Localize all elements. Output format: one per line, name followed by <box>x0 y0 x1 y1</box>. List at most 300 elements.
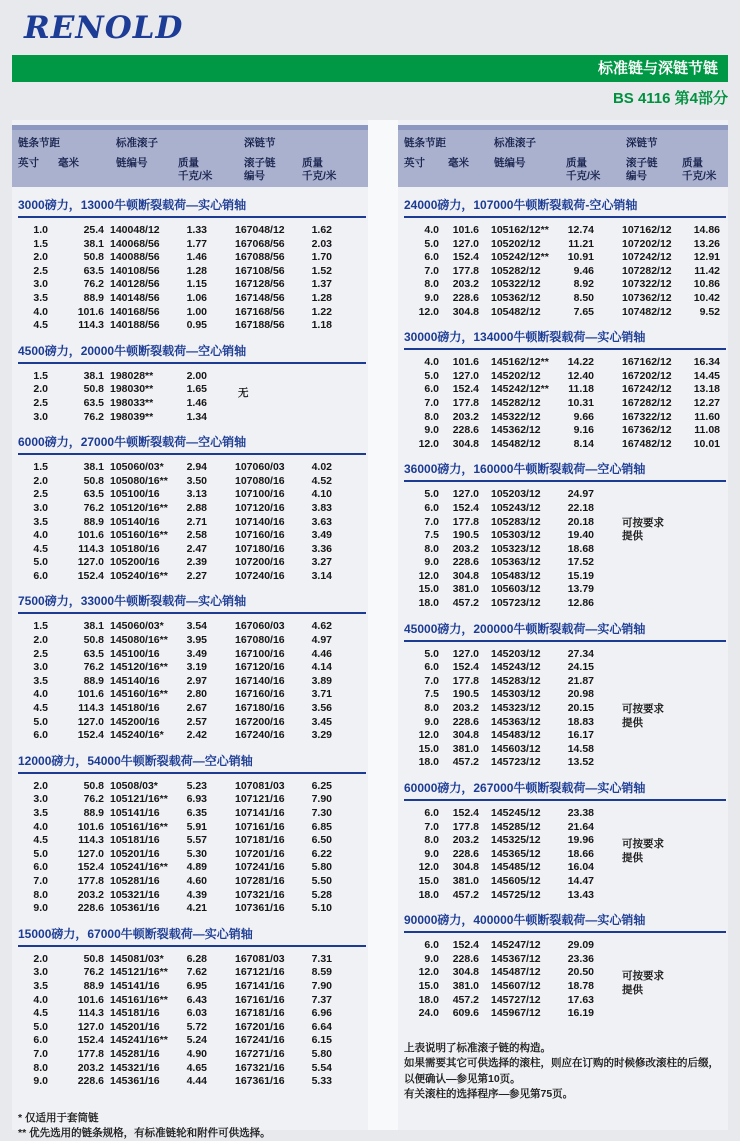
pitch-inch: 2.0 <box>33 952 48 965</box>
pitch-inch: 5.0 <box>424 647 439 660</box>
standard-mass: 5.91 <box>186 820 207 833</box>
deep-chain-no: 167362/12 <box>622 424 672 437</box>
table-section <box>12 925 368 1089</box>
table-row <box>12 793 368 807</box>
deep-mass: 3.71 <box>311 688 332 701</box>
table-row <box>12 238 368 252</box>
standard-chain-no: 105303/12 <box>491 529 541 542</box>
standard-chain-no: 105483/12 <box>491 569 541 582</box>
header-deep-group: 深链节 <box>244 137 276 149</box>
pitch-inch: 6.0 <box>33 1034 48 1047</box>
footer-note <box>398 1041 728 1103</box>
pitch-mm: 38.1 <box>83 237 104 250</box>
deep-chain-no: 167322/12 <box>622 410 672 423</box>
standard-chain-no: 145201/16 <box>110 1020 160 1033</box>
deep-mass: 4.62 <box>311 620 332 633</box>
standard-chain-no: 145161/16** <box>110 993 168 1006</box>
table-row <box>12 319 368 333</box>
section-title: 6000磅力，27000牛顿断裂载荷—空心销轴 <box>18 433 366 455</box>
standard-mass: 3.95 <box>186 634 207 647</box>
table-row <box>398 1007 728 1021</box>
deep-chain-no: 107200/16 <box>235 556 285 569</box>
table-row <box>398 516 728 530</box>
header-col-deep-no: 滚子链 编号 <box>626 157 658 182</box>
header-col-inch: 英寸 <box>404 157 425 169</box>
table-row <box>398 238 728 252</box>
standard-mass: 6.28 <box>186 952 207 965</box>
header-col-mass2: 质量 千克/米 <box>302 157 337 182</box>
standard-chain-no: 145485/12 <box>491 861 541 874</box>
pitch-mm: 457.2 <box>452 756 479 769</box>
table-row <box>12 370 368 384</box>
standard-chain-no: 105281/16 <box>110 874 160 887</box>
pitch-mm: 88.9 <box>83 979 104 992</box>
standard-chain-no: 145365/12 <box>491 847 541 860</box>
deep-chain-no: 107081/03 <box>235 779 285 792</box>
deep-chain-no: 107162/12 <box>622 224 672 236</box>
pitch-inch: 8.0 <box>424 410 439 423</box>
deep-mass: 10.42 <box>693 291 720 304</box>
standard-chain-no: 145723/12 <box>491 756 541 769</box>
section-rows <box>398 352 728 451</box>
standard-mass: 3.19 <box>186 661 207 674</box>
standard-mass: 3.54 <box>186 620 207 633</box>
pitch-mm: 177.8 <box>452 820 479 833</box>
deep-mass: 5.10 <box>311 902 332 915</box>
footnotes <box>12 1111 368 1141</box>
standard-chain-no: 145303/12 <box>491 688 541 701</box>
deep-mass: 3.63 <box>311 515 332 528</box>
deep-chain-no: 167121/16 <box>235 966 285 979</box>
table-row <box>12 953 368 967</box>
pitch-mm: 114.3 <box>78 319 104 332</box>
standard-mass: 4.60 <box>186 874 207 887</box>
standard-mass: 17.52 <box>567 556 594 569</box>
deep-mass: 11.60 <box>694 410 720 423</box>
standard-chain-no: 105322/12 <box>491 278 541 291</box>
standard-chain-no: 140168/56 <box>110 305 160 318</box>
standard-chain-no: 145140/16 <box>110 674 160 687</box>
deep-mass: 4.97 <box>311 634 332 647</box>
standard-mass: 1.06 <box>186 291 207 304</box>
table-row <box>12 966 368 980</box>
deep-mass: 6.22 <box>311 847 332 860</box>
footer-text-line: 有关滚柱的选择程序—参见第75页。 <box>404 1088 574 1101</box>
standard-chain-no: 105321/16 <box>110 888 160 901</box>
deep-mass: 6.96 <box>311 1007 332 1020</box>
pitch-mm: 63.5 <box>83 647 104 660</box>
pitch-inch: 3.0 <box>33 966 48 979</box>
table-row <box>398 265 728 279</box>
deep-chain-no: 107241/16 <box>235 861 285 874</box>
deep-mass: 2.03 <box>311 237 332 250</box>
deep-chain-no: 167282/12 <box>622 396 672 409</box>
standard-mass: 24.15 <box>567 661 594 674</box>
pitch-mm: 63.5 <box>83 264 104 277</box>
table-row <box>12 543 368 557</box>
availability-note: 可按要求 提供 <box>622 970 664 997</box>
deep-mass: 8.59 <box>311 966 332 979</box>
table-row <box>398 980 728 994</box>
pitch-mm: 76.2 <box>83 501 104 514</box>
section-rows <box>12 776 368 916</box>
table-row <box>398 953 728 967</box>
standard-mass: 8.92 <box>573 278 594 291</box>
pitch-inch: 4.0 <box>33 820 48 833</box>
pitch-mm: 228.6 <box>452 556 479 569</box>
pitch-mm: 50.8 <box>83 634 104 647</box>
section-title: 60000磅力，267000牛顿断裂载荷—实心销轴 <box>404 779 726 801</box>
table-row <box>12 702 368 716</box>
standard-mass: 5.23 <box>186 779 207 792</box>
deep-chain-no: 107100/16 <box>235 488 285 501</box>
deep-chain-no: 167161/16 <box>235 993 285 1006</box>
pitch-inch: 6.0 <box>424 807 439 819</box>
pitch-inch: 12.0 <box>418 729 439 742</box>
content-area <box>12 120 728 1139</box>
standard-chain-no: 145325/12 <box>491 834 541 847</box>
deep-chain-no: 107201/16 <box>235 847 285 860</box>
pitch-mm: 177.8 <box>452 515 479 528</box>
pitch-inch: 1.5 <box>33 369 48 382</box>
table-row <box>398 994 728 1008</box>
standard-chain-no: 145060/03* <box>110 620 164 633</box>
table-row <box>12 278 368 292</box>
deep-chain-no: 167271/16 <box>235 1047 285 1060</box>
standard-chain-no: 145725/12 <box>491 888 541 901</box>
pitch-inch: 1.5 <box>33 461 48 474</box>
standard-mass: 4.90 <box>186 1047 207 1060</box>
deep-mass: 3.36 <box>311 542 332 555</box>
footer-text-line: 如果需要其它可供选择的滚柱，则应在订购的时候修改滚柱的后缀， <box>404 1057 719 1070</box>
pitch-mm: 38.1 <box>83 620 104 633</box>
table-row <box>12 292 368 306</box>
standard-mass: 3.50 <box>186 474 207 487</box>
table-row <box>398 224 728 238</box>
table-row <box>12 502 368 516</box>
pitch-inch: 4.5 <box>33 702 48 715</box>
footnote-line: * 仅适用于套筒链 <box>18 1111 99 1124</box>
standard-mass: 1.65 <box>186 383 207 396</box>
deep-chain-no: 167081/03 <box>235 952 285 965</box>
pitch-mm: 114.3 <box>78 542 104 555</box>
pitch-mm: 101.6 <box>452 224 479 236</box>
standard-mass: 9.66 <box>573 410 594 423</box>
pitch-mm: 114.3 <box>78 1007 104 1020</box>
deep-mass: 3.89 <box>311 674 332 687</box>
deep-chain-no: 167148/56 <box>235 291 285 304</box>
standard-chain-no: 145483/12 <box>491 729 541 742</box>
section-rows <box>12 220 368 333</box>
availability-note: 可按要求 提供 <box>622 703 664 729</box>
table-row <box>398 356 728 370</box>
pitch-mm: 304.8 <box>452 437 479 450</box>
deep-mass: 3.83 <box>311 501 332 514</box>
footnote-line: ** 优先选用的链条规格，有标准链轮和附件可供选择。 <box>18 1126 271 1139</box>
pitch-mm: 101.6 <box>77 305 104 318</box>
deep-chain-no: 107180/16 <box>235 542 285 555</box>
standard-mass: 4.65 <box>186 1061 207 1074</box>
table-row <box>12 306 368 320</box>
pitch-mm: 76.2 <box>83 278 104 291</box>
standard-chain-no: 145322/12 <box>491 410 541 423</box>
pitch-inch: 7.0 <box>33 874 48 887</box>
table-row <box>12 475 368 489</box>
table-row <box>12 875 368 889</box>
deep-chain-no: 107181/16 <box>235 834 285 847</box>
table-row <box>398 370 728 384</box>
table-header <box>12 125 368 187</box>
pitch-mm: 177.8 <box>77 1047 104 1060</box>
pitch-mm: 152.4 <box>452 807 479 819</box>
deep-chain-no: 107240/16 <box>235 569 285 582</box>
standard-chain-no: 105240/16** <box>110 569 168 582</box>
standard-mass: 20.18 <box>567 515 594 528</box>
table-row <box>12 1075 368 1089</box>
table-section <box>12 592 368 742</box>
pitch-inch: 2.5 <box>33 264 48 277</box>
standard-mass: 2.39 <box>186 556 207 569</box>
standard-mass: 18.78 <box>567 979 594 992</box>
standard-mass: 2.88 <box>186 501 207 514</box>
standard-chain-no: 145605/12 <box>491 874 541 887</box>
standard-mass: 14.47 <box>567 874 594 887</box>
table-row <box>12 729 368 743</box>
deep-chain-no: 107141/16 <box>235 807 285 819</box>
deep-chain-no: 107202/12 <box>622 237 672 250</box>
standard-mass: 6.43 <box>186 993 207 1006</box>
pitch-inch: 2.5 <box>33 396 48 409</box>
pitch-mm: 304.8 <box>452 966 479 979</box>
standard-mass: 1.46 <box>186 251 207 264</box>
standard-mass: 3.13 <box>186 488 207 501</box>
table-row <box>398 488 728 502</box>
standard-chain-no: 140188/56 <box>110 319 160 332</box>
pitch-inch: 6.0 <box>33 861 48 874</box>
table-row <box>398 502 728 516</box>
pitch-mm: 63.5 <box>83 488 104 501</box>
table-row <box>12 902 368 916</box>
table-row <box>398 807 728 821</box>
standard-mass: 1.15 <box>186 278 207 291</box>
standard-mass: 23.38 <box>567 807 594 819</box>
pitch-mm: 101.6 <box>77 993 104 1006</box>
standard-mass: 29.09 <box>567 939 594 952</box>
table-row <box>398 383 728 397</box>
standard-mass: 2.67 <box>186 702 207 715</box>
table-section <box>398 196 728 319</box>
pitch-mm: 101.6 <box>77 688 104 701</box>
deep-chain-no: 107281/16 <box>235 874 285 887</box>
pitch-inch: 12.0 <box>418 437 439 450</box>
standard-mass: 8.50 <box>573 291 594 304</box>
section-title: 12000磅力，54000牛顿断裂载荷—空心销轴 <box>18 752 366 774</box>
pitch-inch: 12.0 <box>418 305 439 318</box>
pitch-inch: 8.0 <box>424 834 439 847</box>
deep-chain-no: 107161/16 <box>235 820 285 833</box>
pitch-mm: 50.8 <box>83 779 104 792</box>
standard-chain-no: 145367/12 <box>491 952 541 965</box>
deep-mass: 5.28 <box>311 888 332 901</box>
standard-chain-no: 145181/16 <box>110 1007 160 1020</box>
pitch-inch: 6.0 <box>424 939 439 952</box>
standard-chain-no: 105202/12 <box>491 237 541 250</box>
standard-mass: 1.33 <box>186 224 207 236</box>
right-table-column <box>398 120 728 1130</box>
pitch-inch: 18.0 <box>418 993 439 1006</box>
table-row <box>398 848 728 862</box>
standard-chain-no: 140068/56 <box>110 237 160 250</box>
standard-mass: 16.17 <box>567 729 594 742</box>
standard-mass: 2.58 <box>186 529 207 542</box>
standard-mass: 1.00 <box>186 305 207 318</box>
standard-chain-no: 145247/12 <box>491 939 541 952</box>
table-row <box>12 1021 368 1035</box>
table-row <box>12 688 368 702</box>
table-row <box>12 224 368 238</box>
standard-chain-no: 105361/16 <box>110 902 160 915</box>
standard-mass: 22.18 <box>567 501 594 514</box>
table-row <box>398 648 728 662</box>
deep-chain-no: 167068/56 <box>235 237 285 250</box>
table-row <box>12 661 368 675</box>
deep-mass: 5.80 <box>311 861 332 874</box>
deep-mass: 5.54 <box>311 1061 332 1074</box>
table-header <box>398 125 728 187</box>
pitch-inch: 1.5 <box>33 620 48 633</box>
pitch-inch: 18.0 <box>418 597 439 610</box>
pitch-mm: 88.9 <box>83 674 104 687</box>
pitch-mm: 76.2 <box>83 410 104 423</box>
pitch-inch: 7.5 <box>424 688 439 701</box>
pitch-mm: 76.2 <box>83 966 104 979</box>
pitch-inch: 7.5 <box>424 529 439 542</box>
deep-chain-no: 167482/12 <box>622 437 672 450</box>
table-row <box>12 861 368 875</box>
pitch-mm: 127.0 <box>77 556 104 569</box>
pitch-mm: 127.0 <box>77 1020 104 1033</box>
pitch-mm: 101.6 <box>452 356 479 369</box>
standard-chain-no: 145081/03* <box>110 952 164 965</box>
deep-chain-no: 107121/16 <box>235 793 285 806</box>
pitch-inch: 9.0 <box>33 1075 48 1088</box>
standard-mass: 17.63 <box>567 993 594 1006</box>
deep-mass: 7.31 <box>311 952 332 965</box>
pitch-inch: 4.0 <box>33 688 48 701</box>
standard-mass: 4.89 <box>186 861 207 874</box>
table-row <box>12 780 368 794</box>
standard-chain-no: 105161/16** <box>110 820 168 833</box>
standard-mass: 21.87 <box>567 674 594 687</box>
standard-chain-no: 105080/16** <box>110 474 168 487</box>
standard-mass: 5.57 <box>186 834 207 847</box>
standard-mass: 9.16 <box>573 424 594 437</box>
table-row <box>12 994 368 1008</box>
pitch-inch: 5.0 <box>33 556 48 569</box>
deep-mass: 13.18 <box>693 383 720 396</box>
standard-mass: 2.94 <box>186 461 207 474</box>
deep-chain-no: 107362/12 <box>622 291 672 304</box>
pitch-mm: 304.8 <box>452 305 479 318</box>
table-row <box>398 966 728 980</box>
standard-chain-no: 105363/12 <box>491 556 541 569</box>
standard-mass: 4.44 <box>186 1075 207 1088</box>
section-title: 4500磅力，20000牛顿断裂载荷—空心销轴 <box>18 342 366 364</box>
deep-chain-no: 167361/16 <box>235 1075 285 1088</box>
pitch-mm: 228.6 <box>452 424 479 437</box>
deep-mass: 5.33 <box>311 1075 332 1088</box>
deep-mass: 4.46 <box>311 647 332 660</box>
standard-chain-no: 198028** <box>110 369 154 382</box>
pitch-inch: 3.5 <box>33 807 48 819</box>
pitch-mm: 177.8 <box>77 874 104 887</box>
deep-chain-no: 167120/16 <box>235 661 285 674</box>
table-row <box>398 821 728 835</box>
deep-mass: 7.30 <box>311 807 332 819</box>
pitch-mm: 457.2 <box>452 888 479 901</box>
table-row <box>398 411 728 425</box>
table-row <box>398 397 728 411</box>
table-row <box>398 251 728 265</box>
standard-chain-no: 145362/12 <box>491 424 541 437</box>
standard-chain-no: 145240/16* <box>110 729 164 742</box>
deep-chain-no: 167080/16 <box>235 634 285 647</box>
pitch-inch: 3.0 <box>33 410 48 423</box>
right-sections <box>398 196 728 1021</box>
pitch-inch: 4.0 <box>33 305 48 318</box>
availability-note: 可按要求 提供 <box>622 838 664 864</box>
standard-chain-no: 145180/16 <box>110 702 160 715</box>
standard-chain-no: 145607/12 <box>491 979 541 992</box>
deep-chain-no: 167060/03 <box>235 620 285 633</box>
pitch-inch: 2.0 <box>33 474 48 487</box>
standard-chain-no: 198039** <box>110 410 154 423</box>
pitch-mm: 177.8 <box>452 674 479 687</box>
pitch-inch: 18.0 <box>418 888 439 901</box>
pitch-mm: 38.1 <box>83 369 104 382</box>
standard-mass: 11.21 <box>568 237 594 250</box>
standard-chain-no: 105162/12** <box>491 224 549 236</box>
section-rows <box>398 803 728 902</box>
section-rows <box>398 484 728 610</box>
header-col-deep-no: 滚子链 编号 <box>244 157 276 182</box>
standard-chain-no: 145080/16** <box>110 634 168 647</box>
pitch-inch: 8.0 <box>424 702 439 715</box>
deep-chain-no: 107120/16 <box>235 501 285 514</box>
table-row <box>12 251 368 265</box>
standard-chain-no: 145203/12 <box>491 647 541 660</box>
standard-mass: 1.77 <box>186 237 207 250</box>
table-section <box>12 433 368 583</box>
standard-mass: 2.71 <box>186 515 207 528</box>
standard-chain-no: 105203/12 <box>491 488 541 501</box>
standard-mass: 23.36 <box>567 952 594 965</box>
deep-chain-no: 167202/12 <box>622 369 672 382</box>
pitch-inch: 7.0 <box>33 1047 48 1060</box>
pitch-mm: 203.2 <box>452 702 479 715</box>
pitch-mm: 203.2 <box>452 410 479 423</box>
standard-chain-no: 145282/12 <box>491 396 541 409</box>
standard-mass: 2.57 <box>186 715 207 728</box>
deep-mass: 1.70 <box>311 251 332 264</box>
table-row <box>12 265 368 279</box>
standard-chain-no: 105482/12 <box>491 305 541 318</box>
pitch-mm: 127.0 <box>452 488 479 501</box>
table-row <box>12 821 368 835</box>
table-section <box>398 328 728 451</box>
standard-mass: 6.03 <box>186 1007 207 1020</box>
deep-chain-no: 167188/56 <box>235 319 285 332</box>
